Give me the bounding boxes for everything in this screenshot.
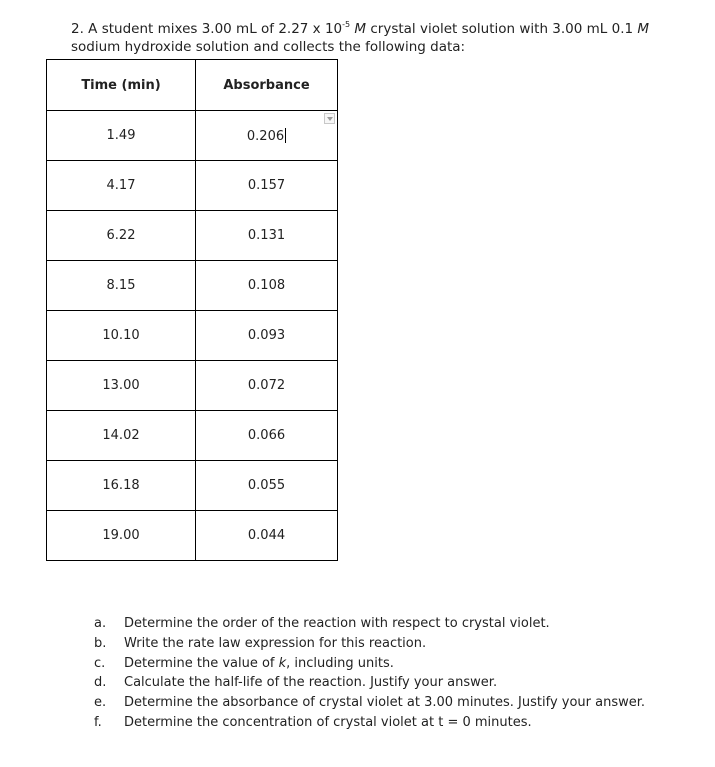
absorbance-cell[interactable]: 0.131 [196,211,338,261]
text-cursor [285,128,286,143]
table-row [47,361,338,411]
task-text [124,654,394,674]
task-list [94,614,674,733]
molarity-unit: M [354,21,367,37]
dropdown-arrow-icon[interactable] [324,113,335,124]
molarity-unit: M [637,21,650,37]
time-cell[interactable]: 14.02 [47,411,196,461]
question-text-part: crystal violet solution with 3.00 mL 0.1 [366,21,638,37]
task-text-part: Determine the value of [124,655,279,671]
list-item [94,654,674,674]
absorbance-cell[interactable]: 0.066 [196,411,338,461]
table-row [47,161,338,211]
task-text: Write the rate law expression for this reaction. [124,635,427,651]
task-text: Determine the concentration of crystal violet at t = 0 minutes. [124,714,532,730]
list-item [94,713,674,733]
list-marker: f. [94,714,102,730]
question-text-part: 2. A student mixes 3.00 mL of 2.27 x 10 [71,21,343,37]
list-item [94,614,674,634]
list-marker: d. [94,675,107,691]
column-header-time: Time (min) [47,60,196,111]
table-row [47,461,338,511]
time-cell[interactable]: 1.49 [47,111,196,161]
absorbance-cell[interactable]: 0.093 [196,311,338,361]
list-item [94,634,674,654]
table-row [47,111,338,161]
list-item [94,673,674,693]
absorbance-cell[interactable]: 0.108 [196,261,338,311]
absorbance-cell[interactable]: 0.044 [196,511,338,561]
list-marker: e. [94,695,107,711]
table-row [47,411,338,461]
task-text: Calculate the half-life of the reaction. Justify your answer. [124,675,498,691]
task-text: Determine the absorbance of crystal violet at 3.00 minutes. Justify your answer. [124,695,646,711]
rate-constant-symbol: k [278,655,287,671]
question-text [71,20,671,56]
time-cell[interactable]: 16.18 [47,461,196,511]
time-cell[interactable]: 19.00 [47,511,196,561]
list-marker: b. [94,635,107,651]
absorbance-cell[interactable]: 0.072 [196,361,338,411]
data-table [46,59,338,561]
task-text: Determine the order of the reaction with respect to crystal violet. [124,616,550,631]
time-cell[interactable]: 10.10 [47,311,196,361]
list-marker: c. [94,655,106,671]
absorbance-cell[interactable]: 0.055 [196,461,338,511]
task-text-part: , including units. [286,655,394,671]
column-header-absorbance: Absorbance [196,60,338,111]
table-row [47,511,338,561]
table-row [47,311,338,361]
question-text-part: sodium hydroxide solution and collects the following data: [71,39,466,55]
absorbance-cell[interactable] [196,111,338,161]
exponent: -5 [342,20,351,29]
absorbance-cell[interactable]: 0.157 [196,161,338,211]
time-cell[interactable]: 13.00 [47,361,196,411]
list-item [94,693,674,713]
list-marker: a. [94,616,107,631]
time-cell[interactable]: 4.17 [47,161,196,211]
time-cell[interactable]: 6.22 [47,211,196,261]
absorbance-value: 0.206 [246,128,285,144]
table-row [47,261,338,311]
table-row [47,211,338,261]
time-cell[interactable]: 8.15 [47,261,196,311]
table-header-row [47,60,338,111]
